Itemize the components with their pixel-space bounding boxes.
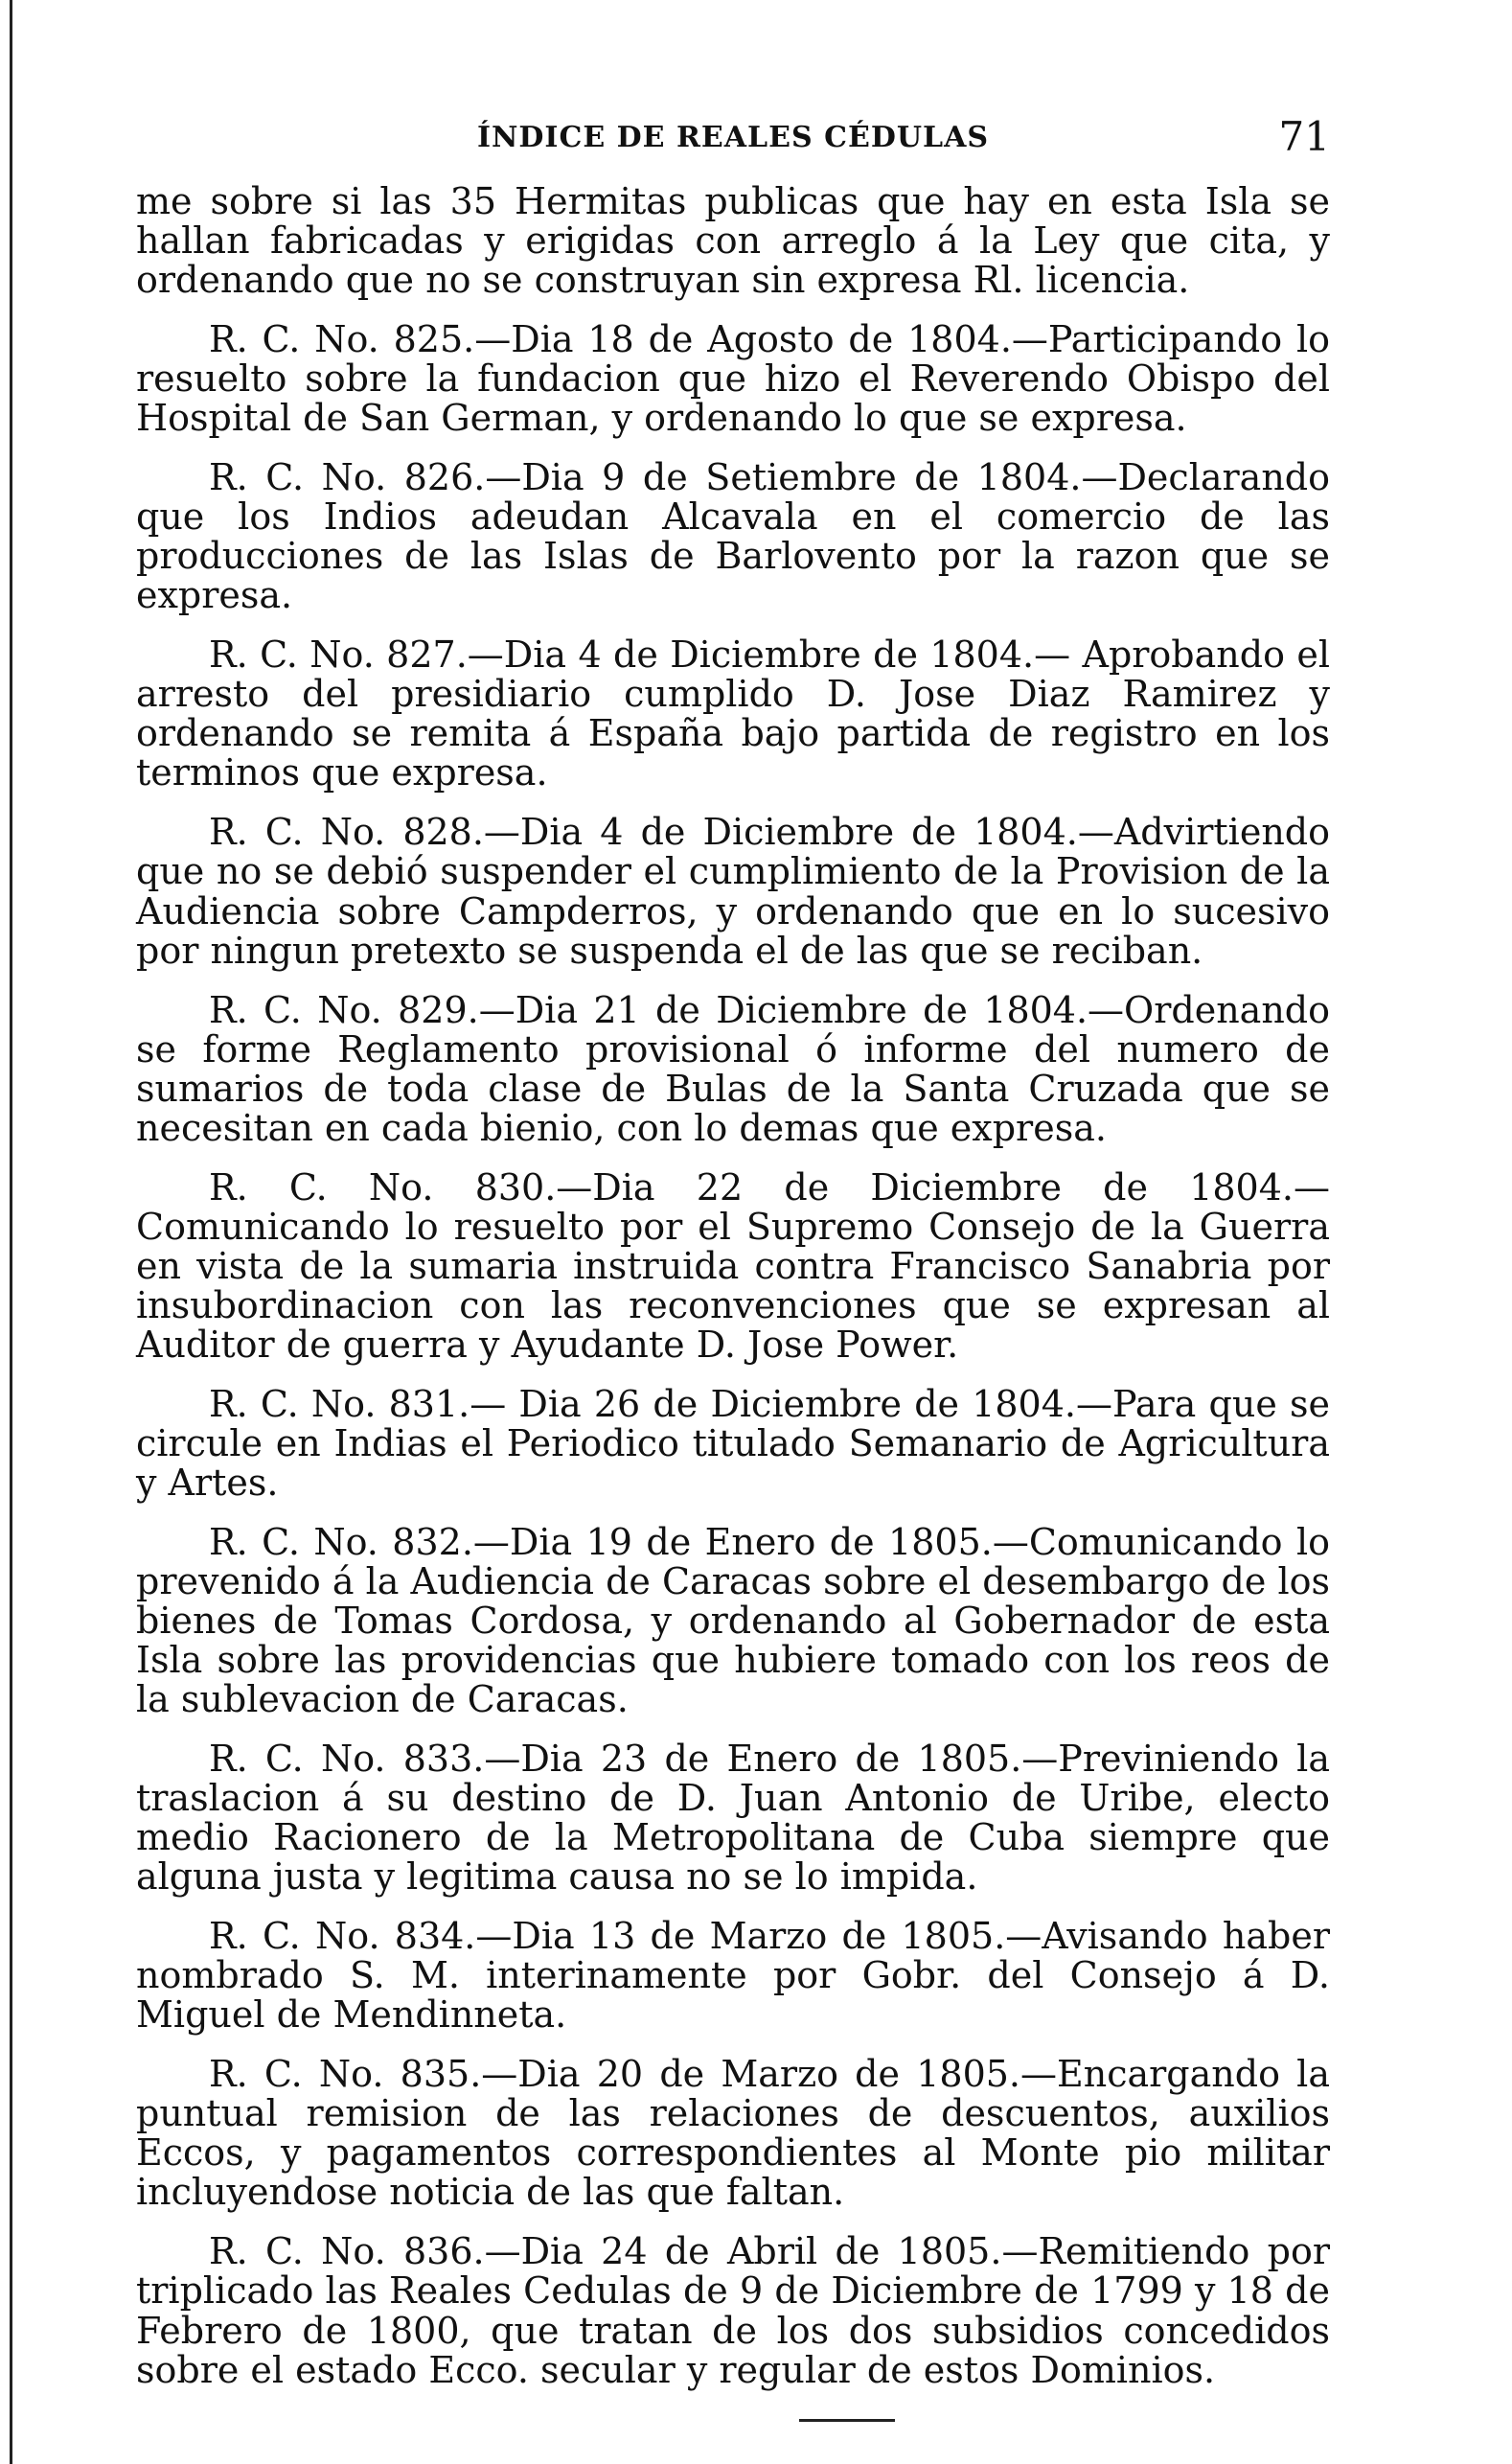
page-number: 71 — [1278, 113, 1330, 160]
entry-rc-836: R. C. No. 836.—Dia 24 de Abril de 1805.—Remitiendo por triplicado las Reales Cedulas de 9 de Diciembre de 1799 y 18 de Febrero de 1800, que tratan de los dos subsidios concedidos sobre el estado Ecco. secular y regular de estos Dominios. — [136, 2230, 1330, 2391]
entry-rc-835: R. C. No. 835.—Dia 20 de Marzo de 1805.—Encargando la puntual remision de las relaciones de descuentos, auxilios Eccos, y pagamentos correspondientes al Monte pio militar incluyendose noticia de las que faltan. — [136, 2053, 1330, 2214]
entry-rc-828: R. C. No. 828.—Dia 4 de Diciembre de 1804.—Advirtiendo que no se debió suspender el cumplimiento de la Provision de la Audiencia sobre Campderros, y ordenando que en lo sucesivo por ningun pretexto se suspenda el de las que se reciban. — [136, 811, 1330, 972]
page-header — [136, 113, 1330, 171]
page-left-edge-rule — [10, 0, 12, 2464]
index-entries — [136, 182, 1330, 2410]
footer-rule — [799, 2419, 895, 2422]
entry-rc-829: R. C. No. 829.—Dia 21 de Diciembre de 1804.—Ordenando se forme Reglamento provisional ó informe del numero de sumarios de toda clase de Bulas de la Santa Cruzada que se necesitan en cada bienio, con lo demas que expresa. — [136, 988, 1330, 1149]
entry-rc-831: R. C. No. 831.— Dia 26 de Diciembre de 1804.—Para que se circule en Indias el Periodico titulado Semanario de Agricultura y Artes. — [136, 1382, 1330, 1504]
entry-rc-825: R. C. No. 825.—Dia 18 de Agosto de 1804.—Participando lo resuelto sobre la fundacion que hizo el Reverendo Obispo del Hospital de San German, y ordenando lo que se expresa. — [136, 318, 1330, 440]
entry-continuation: me sobre si las 35 Hermitas publicas que hay en esta Isla se hallan fabricadas y erigidas con arreglo á la Ley que cita, y ordenando que no se construyan sin expresa Rl. licencia. — [136, 180, 1330, 302]
entry-rc-826: R. C. No. 826.—Dia 9 de Setiembre de 1804.—Declarando que los Indios adeudan Alcavala en el comercio de las producciones de las Islas de Barlovento por la razon que se expresa. — [136, 456, 1330, 617]
entry-rc-833: R. C. No. 833.—Dia 23 de Enero de 1805.—Previniendo la traslacion á su destino de D. Juan Antonio de Uribe, electo medio Racionero de la Metropolitana de Cuba siempre que alguna justa y legitima causa no se lo impida. — [136, 1738, 1330, 1899]
entry-rc-832: R. C. No. 832.—Dia 19 de Enero de 1805.—Comunicando lo prevenido á la Audiencia de Caracas sobre el desembargo de los bienes de Tomas Cordosa, y ordenando al Gobernador de esta Isla sobre las providencias que hubiere tomado con los reos de la sublevacion de Caracas. — [136, 1520, 1330, 1721]
entry-rc-834: R. C. No. 834.—Dia 13 de Marzo de 1805.—Avisando haber nombrado S. M. interinamente por Gobr. del Consejo á D. Miguel de Mendinneta. — [136, 1915, 1330, 2037]
entry-rc-830: R. C. No. 830.—Dia 22 de Diciembre de 1804.—Comunicando lo resuelto por el Supremo Consejo de la Guerra en vista de la sumaria instruida contra Francisco Sanabria por insubordinacion con las reconvenciones que se expresan al Auditor de guerra y Ayudante D. Jose Power. — [136, 1165, 1330, 1366]
running-title: ÍNDICE DE REALES CÉDULAS — [476, 121, 990, 154]
entry-rc-827: R. C. No. 827.—Dia 4 de Diciembre de 1804.— Aprobando el arresto del presidiario cumplido D. Jose Diaz Ramirez y ordenando se remita á España bajo partida de registro en los terminos que expresa. — [136, 633, 1330, 794]
